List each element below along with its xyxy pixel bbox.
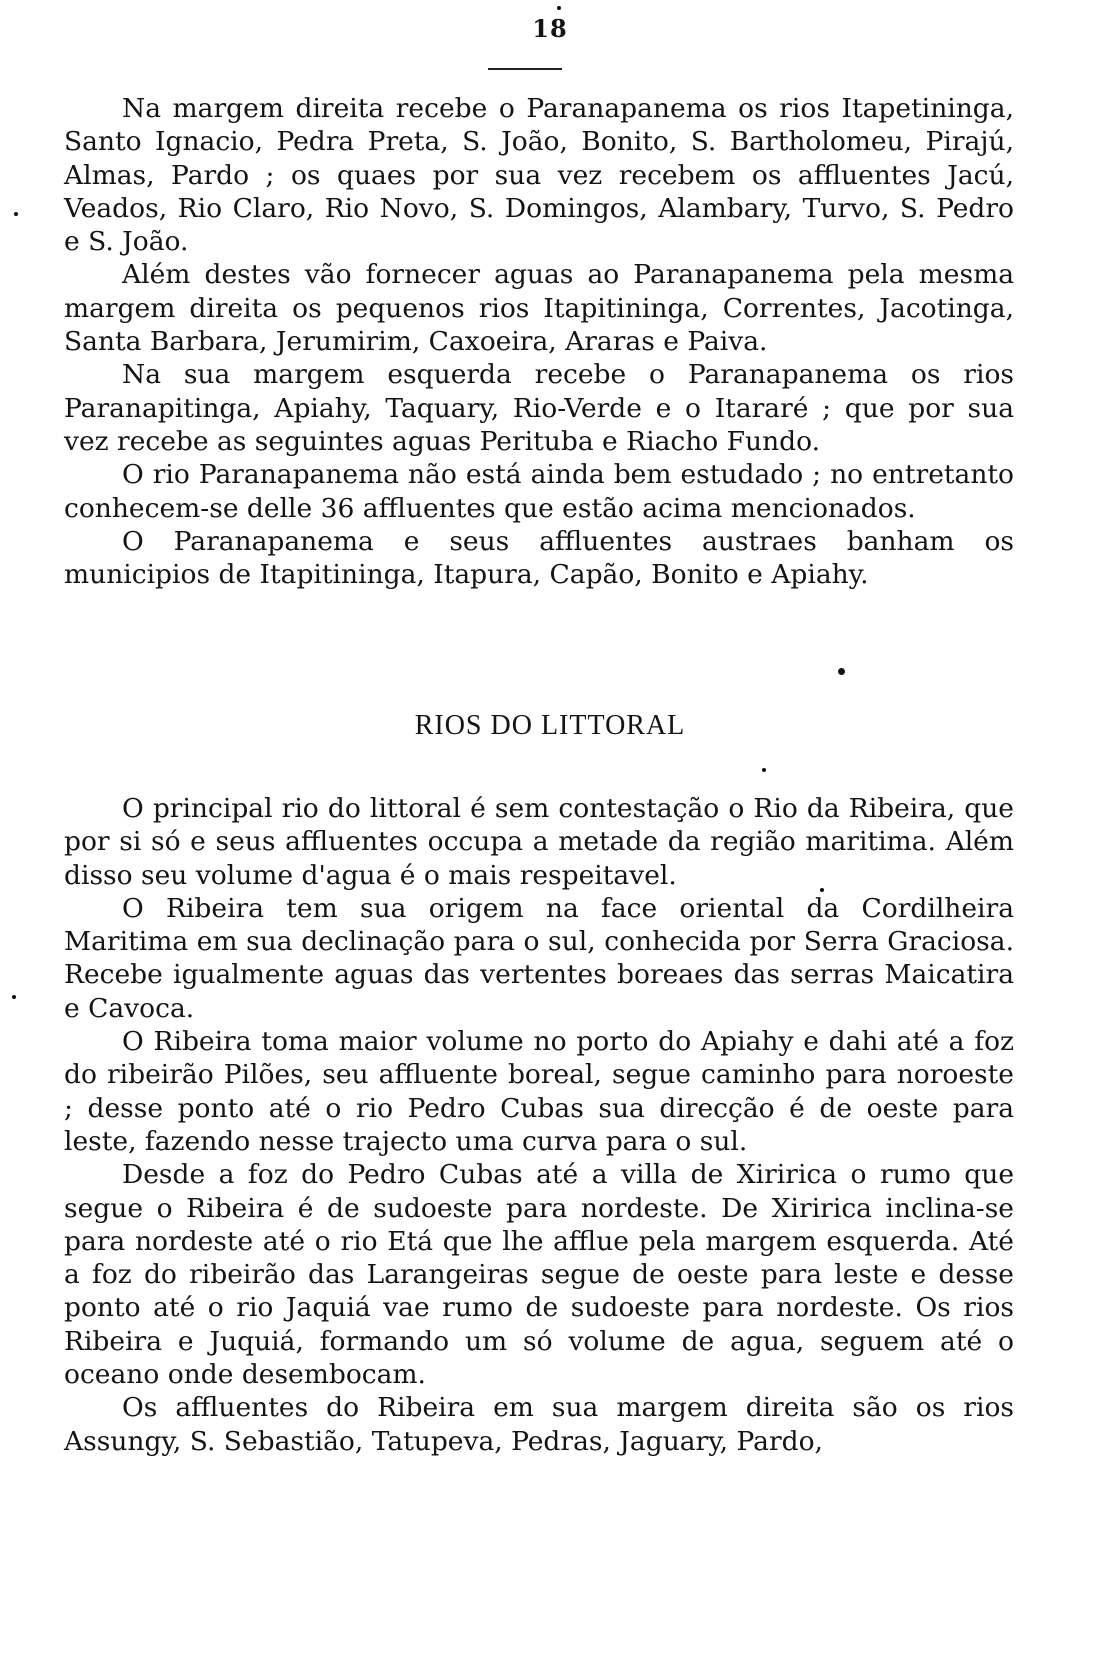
section-title: RIOS DO LITTORAL	[414, 710, 686, 741]
header-rule	[488, 68, 562, 70]
text-block-paranapanema	[64, 92, 1014, 591]
paragraph: Além destes vão fornecer aguas ao Paranapanema pela mesma margem direita os pequenos rios Itapitininga, Correntes, Jacotinga, Santa Barbara, Jerumirim, Caxoeira, Araras e Paiva.	[64, 259, 1014, 358]
paragraph: Desde a foz do Pedro Cubas até a villa de Xiririca o rumo que segue o Ribeira é de sudoeste para nordeste. De Xiririca inclina-se para nordeste até o rio Etá que lhe afflue pela margem esquerda. Até a foz do ribeirão das Larangeiras segue de oeste para leste e desse ponto até o rio Jaquiá vae rumo de sudoeste para nordeste. Os rios Ribeira e Juquiá, formando um só volume de agua, seguem até o oceano onde desembocam.	[64, 1159, 1014, 1391]
paragraph: O principal rio do littoral é sem contestação o Rio da Ribeira, que por si só e seus affluentes occupa a metade da região maritima. Além disso seu volume d'agua é o mais respeitavel.	[64, 793, 1014, 891]
text-block-littoral	[64, 792, 1014, 1458]
paragraph: O Ribeira toma maior volume no porto do Apiahy e dahi até a foz do ribeirão Pilões, seu affluente boreal, segue caminho para noroeste ; desse ponto até o rio Pedro Cubas sua direcção é de oeste para leste, fazendo nesse trajecto uma curva para o sul.	[64, 1026, 1014, 1157]
page-number: 18	[532, 14, 568, 43]
ink-speck	[14, 212, 18, 216]
ink-speck	[820, 888, 824, 892]
paragraph: Na margem direita recebe o Paranapanema os rios Itapetininga, Santo Ignacio, Pedra Preta, S. João, Bonito, S. Bartholomeu, Pirajú, Almas, Pardo ; os quaes por sua vez recebem os affluentes Jacú, Veados, Rio Claro, Rio Novo, S. Domingos, Alambary, Turvo, S. Pedro e S. João.	[64, 93, 1014, 258]
paragraph: Os affluentes do Ribeira em sua margem direita são os rios Assungy, S. Sebastião, Tatupeva, Pedras, Jaguary, Pardo,	[64, 1392, 1014, 1457]
paragraph: Na sua margem esquerda recebe o Paranapanema os rios Paranapitinga, Apiahy, Taquary, Rio-Verde e o Itararé ; que por sua vez recebe as seguintes aguas Perituba e Riacho Fundo.	[64, 359, 1014, 457]
paragraph: O Paranapanema e seus affluentes austraes banham os municipios de Itapitininga, Itapura, Capão, Bonito e Apiahy.	[64, 525, 1014, 591]
ink-speck	[12, 995, 16, 999]
paragraph: O rio Paranapanema não está ainda bem estudado ; no entretanto conhecem-se delle 36 affluentes que estão acima mencionados.	[64, 459, 1014, 524]
ink-speck	[762, 768, 766, 772]
ink-speck	[838, 668, 845, 675]
ink-speck	[557, 6, 561, 10]
paragraph: O Ribeira tem sua origem na face oriental da Cordilheira Maritima em sua declinação para o sul, conhecida por Serra Graciosa. Recebe igualmente aguas das vertentes boreaes das serras Maicatira e Cavoca.	[64, 892, 1014, 1024]
